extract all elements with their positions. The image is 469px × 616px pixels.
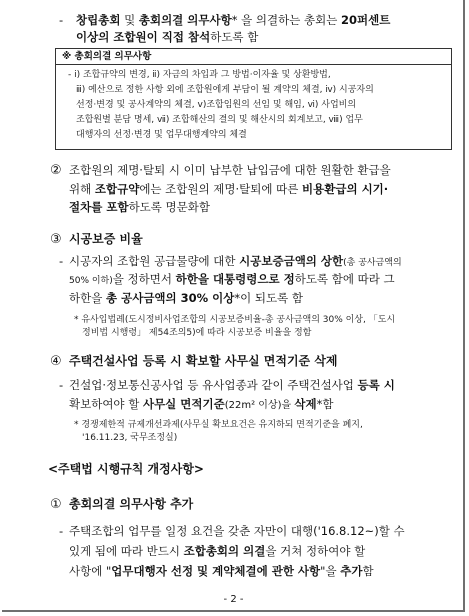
item3-heading: 시공보증 비율 [69, 232, 143, 246]
document-page [2, 0, 465, 612]
box-body [56, 65, 451, 143]
item3-note-line-1: * 유사입법례(도시정비사업조합의 시공보증비율-총 공사금액의 30% 이상, 「도시 [74, 315, 396, 325]
item3-note-line-2: 정비법 시행령」 제54조의5)에 따라 시공보증 비율을 정함 [82, 328, 312, 338]
item4-note-line-2: '16.11.23, 국무조정실) [82, 433, 178, 443]
item2-line-3: 절차를 포함하도록 명문화함 [69, 200, 210, 214]
item2-line-2: 위해 조합규약에는 조합원의 제명·탈퇴에 따른 비용환급의 시기· [69, 182, 389, 196]
item3-bullet-line-1: 시공자의 조합원 공급물량에 대한 시공보증금액의 상한(총 공사금액의 [69, 254, 402, 268]
top-bullet-line-2: 이상의 조합원이 직접 참석하도록 함 [76, 30, 259, 44]
box-title: ※ 총회의결 의무사항 [56, 49, 451, 65]
item4-bullet-line-2: 확보하여야 할 사무실 면적기준(22m² 이상)을 삭제*함 [69, 397, 334, 411]
bullet-dash: - [59, 13, 64, 27]
box-line: 대행자의 선정·변경 및 업무대행계약의 체결 [76, 130, 247, 140]
item-number-3: ③ [50, 232, 62, 247]
box-line: ⅲ) 예산으로 정한 사항 외에 조합원에게 부담이 될 계약의 체결, ⅳ) 시공자의 [76, 85, 374, 95]
page-number: - 2 - [223, 594, 244, 605]
item2-line-1: 조합원의 제명·탈퇴 시 이미 납부한 납입금에 대한 원활한 환급을 [69, 163, 391, 177]
item3-bullet-line-2: 50% 이하)을 정하면서 하한을 대통령령으로 정하도록 함에 따라 그 [69, 272, 395, 286]
box-line: - ⅰ) 조합규약의 변경, ⅱ) 자금의 차입과 그 방법·이자율 및 상환방법, [68, 70, 331, 80]
sub1-bullet-line-2: 있게 됨에 따라 반드시 조합총회의 의결을 거쳐 정하여야 할 [69, 544, 366, 558]
sub-item-number-1: ① [50, 497, 62, 512]
item-number-2: ② [50, 163, 62, 178]
top-bullet-line-1: 창립총회 및 총회의결 의무사항* 을 의결하는 총회는 20퍼센트 [76, 13, 391, 27]
item-number-4: ④ [50, 354, 62, 369]
box-line: 선정·변경 및 공사계약의 체결, ⅴ)조합임원의 선임 및 해임, ⅵ) 사업비의 [76, 100, 357, 110]
bullet-dash: - [59, 378, 64, 392]
item3-bullet-line-3: 하한을 총 공사금액의 30% 이상*이 되도록 함 [69, 291, 304, 305]
item4-note-line-1: * 경쟁제한적 규제개선과제(사무실 확보요건은 유지하되 면적기준을 폐지, [74, 420, 363, 430]
sub1-bullet-line-3: 사항에 "업무대행자 선정 및 계약체결에 관한 사항"을 추가함 [69, 564, 374, 578]
mandatory-items-box [55, 48, 452, 150]
section-heading: <주택법 시행규칙 개정사항> [48, 462, 204, 476]
item4-bullet-line-1: 건설업·정보통신공사업 등 유사업종과 같이 주택건설사업 등록 시 [69, 378, 395, 392]
bullet-dash: - [59, 254, 64, 268]
item4-heading: 주택건설사업 등록 시 확보할 사무실 면적기준 삭제 [69, 354, 338, 368]
bullet-dash: - [59, 524, 64, 538]
sub1-bullet-line-1: 주택조합의 업무를 일정 요건을 갖춘 자만이 대행('16.8.12~)할 수 [69, 524, 405, 538]
sub1-heading: 총회의결 의무사항 추가 [69, 497, 194, 511]
box-line: 조합원별 분담 명세, ⅶ) 조합해산의 결의 및 해산시의 회계보고, ⅷ) 업무 [76, 115, 363, 125]
